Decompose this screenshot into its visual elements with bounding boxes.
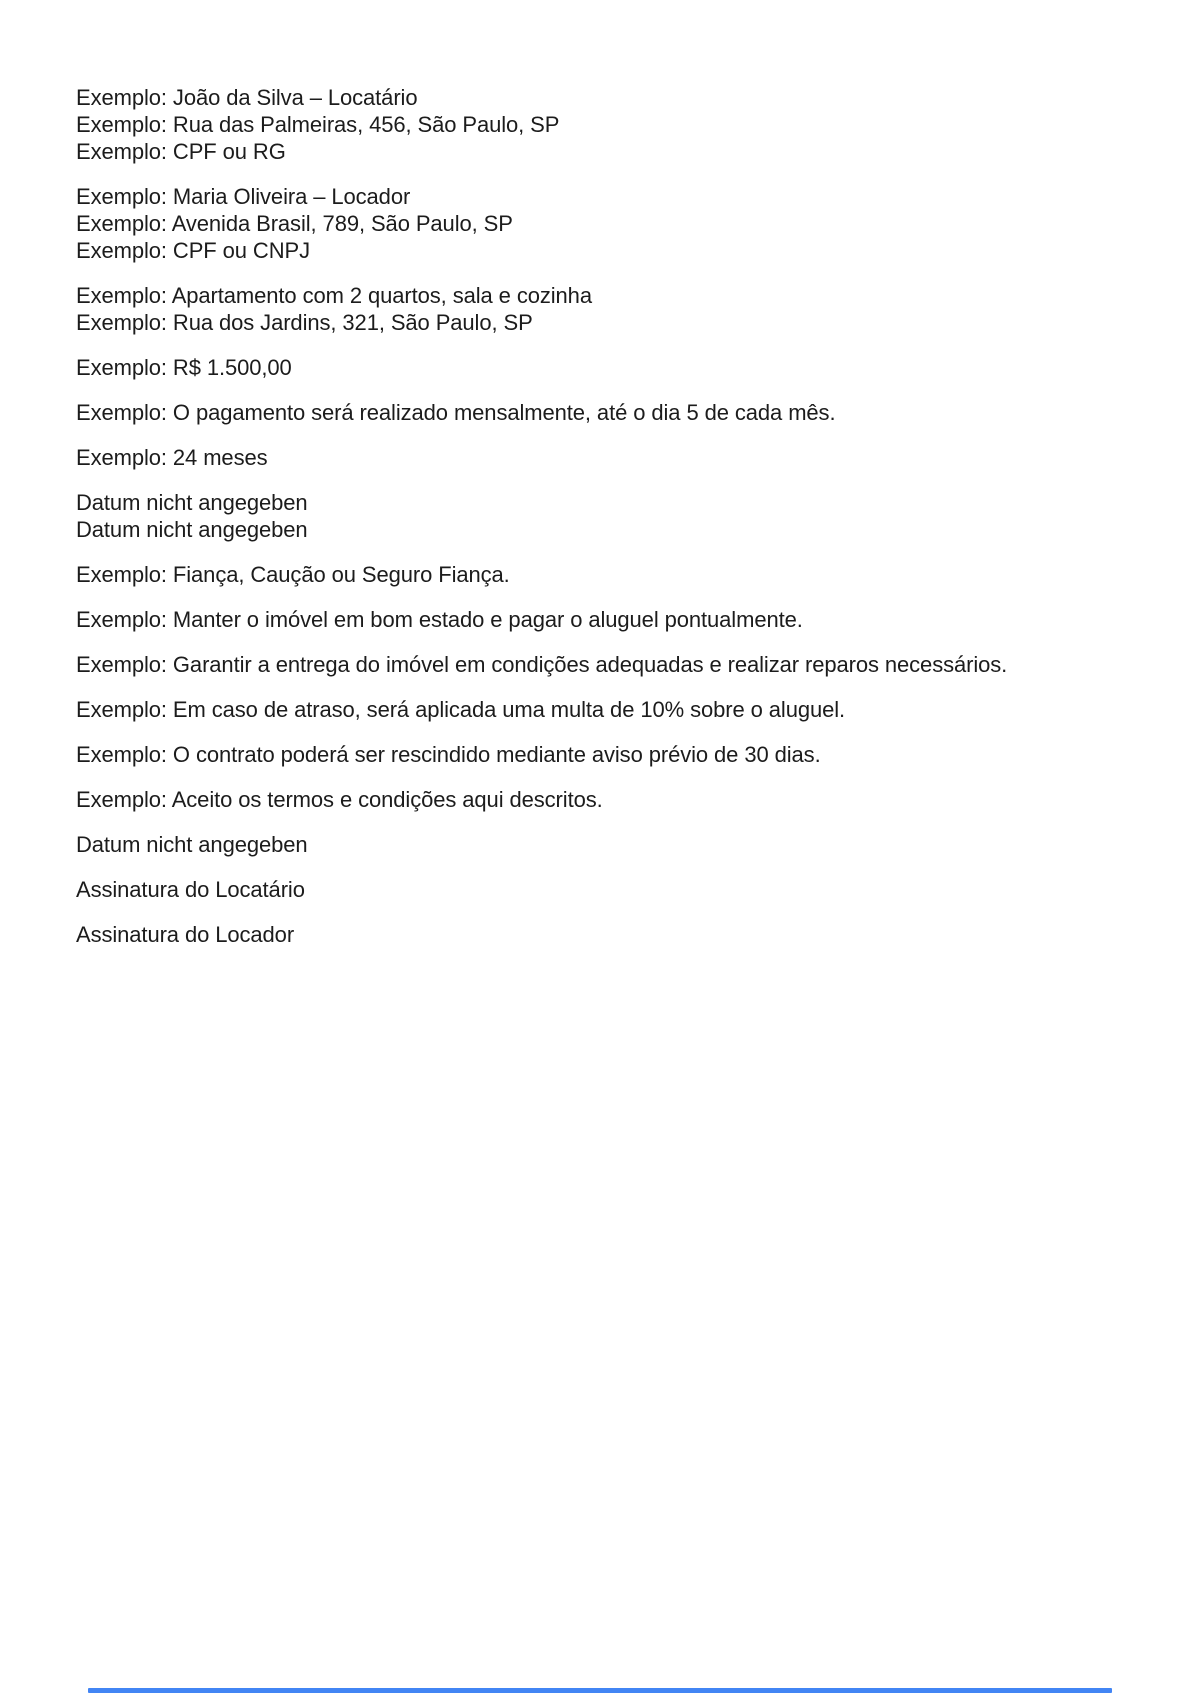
text-line: Exemplo: O pagamento será realizado mensalmente, até o dia 5 de cada mês.: [76, 400, 836, 425]
text-line: Exemplo: Apartamento com 2 quartos, sala e cozinha: [76, 283, 592, 308]
paragraph: [76, 489, 1160, 543]
paragraph: [76, 84, 1160, 165]
paragraph: [76, 183, 1160, 264]
text-line: Exemplo: Em caso de atraso, será aplicada uma multa de 10% sobre o aluguel.: [76, 697, 846, 722]
paragraph: [76, 399, 1160, 426]
text-line: Datum nicht angegeben: [76, 832, 308, 857]
text-line: Datum nicht angegeben: [76, 490, 308, 515]
paragraph: [76, 606, 1160, 633]
paragraph: [76, 651, 1160, 678]
text-line: Exemplo: 24 meses: [76, 445, 268, 470]
text-line: Assinatura do Locador: [76, 922, 295, 947]
text-line: Exemplo: CPF ou RG: [76, 139, 286, 164]
bottom-accent-bar: [88, 1688, 1112, 1693]
text-line: Exemplo: Rua dos Jardins, 321, São Paulo, SP: [76, 310, 533, 335]
text-line: Exemplo: Garantir a entrega do imóvel em condições adequadas e realizar reparos necessários.: [76, 652, 1008, 677]
paragraph: [76, 444, 1160, 471]
text-line: Datum nicht angegeben: [76, 517, 308, 542]
text-line: Exemplo: Avenida Brasil, 789, São Paulo, SP: [76, 211, 513, 236]
text-line: Exemplo: Rua das Palmeiras, 456, São Paulo, SP: [76, 112, 560, 137]
text-line: Assinatura do Locatário: [76, 877, 305, 902]
text-line: Exemplo: Fiança, Caução ou Seguro Fiança.: [76, 562, 510, 587]
paragraph: [76, 921, 1160, 948]
paragraph: [76, 786, 1160, 813]
text-line: Exemplo: R$ 1.500,00: [76, 355, 292, 380]
document-body: [76, 84, 1160, 966]
text-line: Exemplo: Maria Oliveira – Locador: [76, 184, 411, 209]
text-line: Exemplo: Aceito os termos e condições aqui descritos.: [76, 787, 603, 812]
text-line: Exemplo: O contrato poderá ser rescindido mediante aviso prévio de 30 dias.: [76, 742, 821, 767]
paragraph: [76, 282, 1160, 336]
paragraph: [76, 741, 1160, 768]
paragraph: [76, 696, 1160, 723]
paragraph: [76, 831, 1160, 858]
paragraph: [76, 876, 1160, 903]
paragraph: [76, 561, 1160, 588]
paragraph: [76, 354, 1160, 381]
text-line: Exemplo: Manter o imóvel em bom estado e pagar o aluguel pontualmente.: [76, 607, 803, 632]
text-line: Exemplo: CPF ou CNPJ: [76, 238, 310, 263]
text-line: Exemplo: João da Silva – Locatário: [76, 85, 418, 110]
